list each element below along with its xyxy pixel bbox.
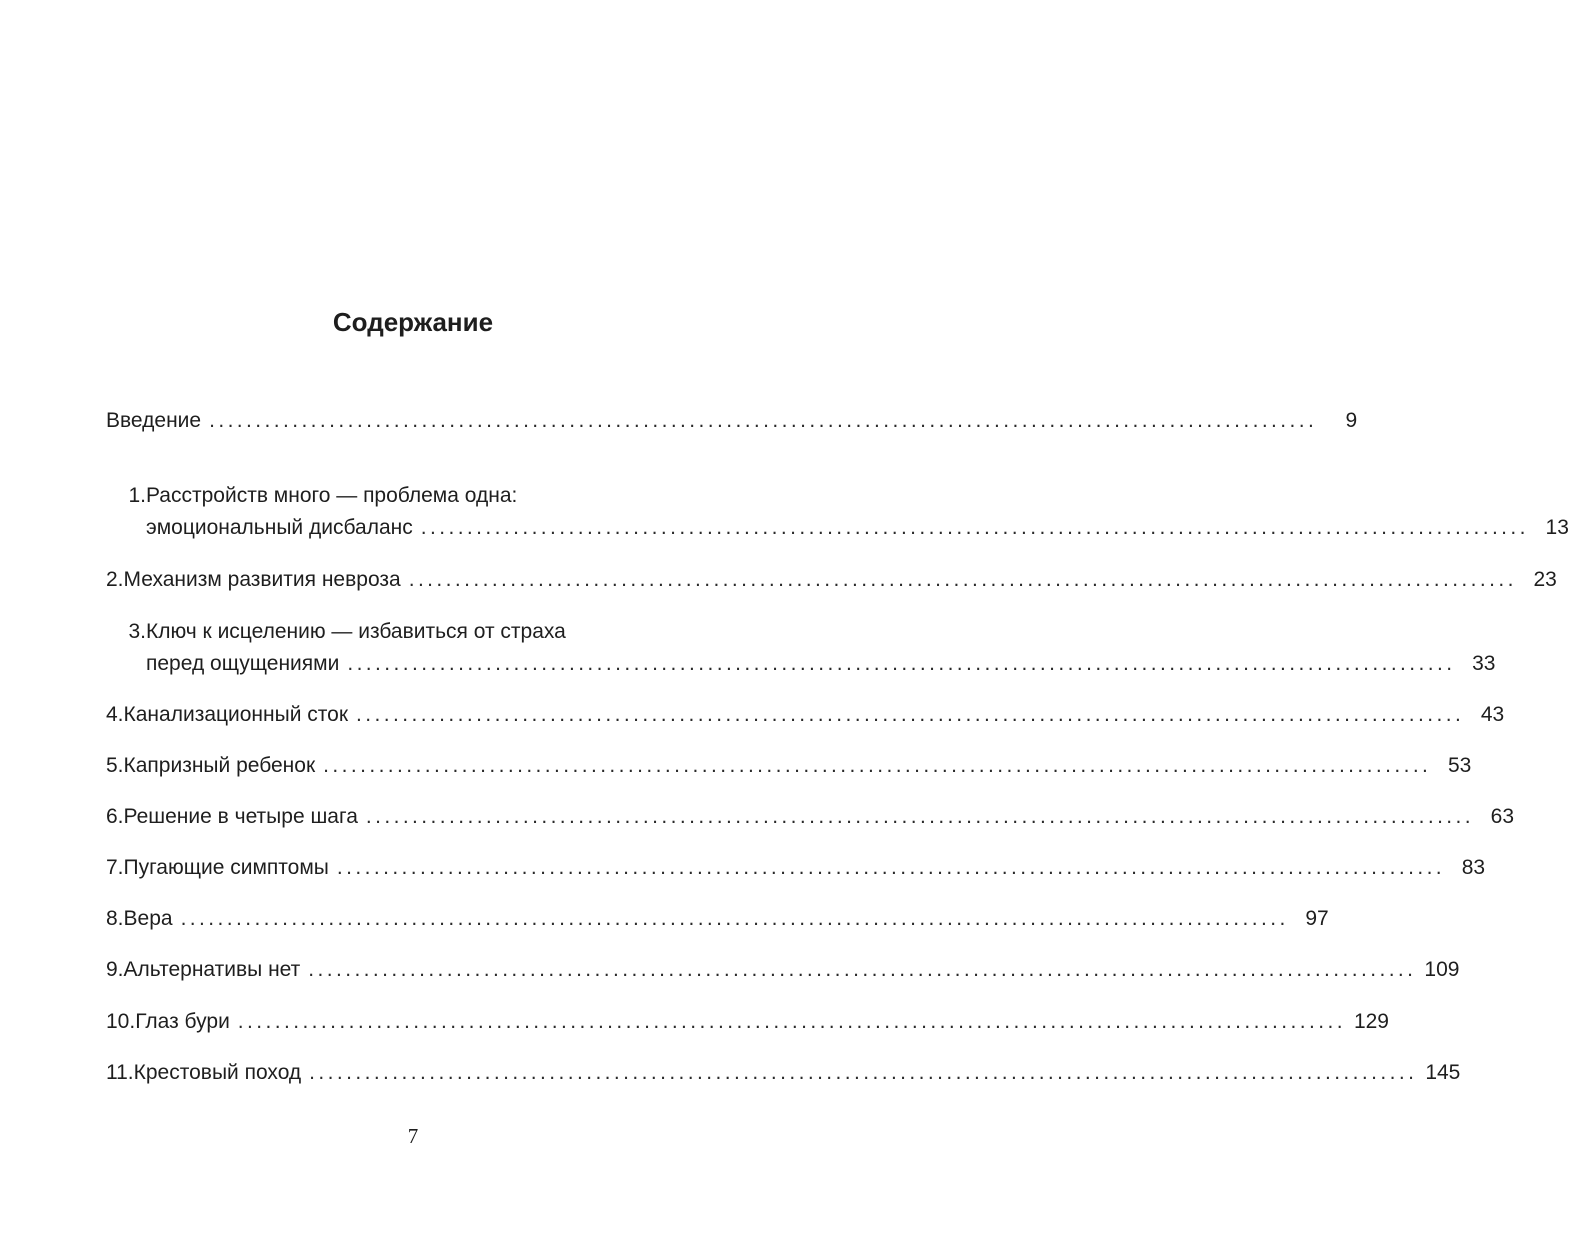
- toc-page-number: 43: [1480, 703, 1505, 726]
- toc-entry-1[interactable]: [106, 480, 1569, 544]
- chapter-number: 8.: [106, 907, 124, 930]
- toc-entry-6[interactable]: [106, 801, 1515, 833]
- toc-entry-title: Альтернативы нет: [123, 958, 301, 981]
- dot-leader: ........................................................................................................................: [308, 958, 1417, 981]
- toc-page-number: 83: [1461, 856, 1486, 879]
- chapter-number: 9.: [106, 958, 124, 981]
- toc-entry-title: Механизм развития невроза: [123, 568, 401, 591]
- toc-entry-3[interactable]: [106, 616, 1496, 680]
- toc-entry-9[interactable]: [106, 954, 1460, 986]
- toc-entry-title: Решение в четыре шага: [123, 805, 358, 828]
- toc-page-number: 109: [1424, 958, 1460, 981]
- toc-entry-7[interactable]: [106, 852, 1486, 884]
- dot-leader: ........................................................................................................................: [408, 568, 1517, 591]
- toc-entry-title: Ключ к исцелению — избавиться от страха: [146, 620, 566, 643]
- toc-page-number: 9: [1345, 409, 1358, 432]
- toc-entry-title: Введение: [106, 409, 202, 432]
- chapter-number: 4.: [106, 703, 124, 726]
- dot-leader: ........................................................................................................................: [309, 1061, 1418, 1084]
- toc-entry-intro[interactable]: [106, 405, 1358, 437]
- dot-leader: ........................................................................................................................: [237, 1010, 1346, 1033]
- toc-page-number: 33: [1472, 652, 1496, 675]
- chapter-number: 3.: [128, 620, 146, 643]
- page-title: Содержание: [332, 307, 494, 337]
- toc-page-number: 129: [1353, 1010, 1389, 1033]
- chapter-number: 10.: [106, 1010, 136, 1033]
- dot-leader: ........................................................................................................................: [209, 409, 1318, 432]
- toc-entry-11[interactable]: [106, 1057, 1461, 1089]
- toc-entry-title: Вера: [123, 907, 173, 930]
- toc-entry-title-cont: эмоциональный дисбаланс: [146, 516, 413, 539]
- toc-page-number: 23: [1533, 568, 1557, 591]
- toc-entry-5[interactable]: [106, 750, 1472, 782]
- toc-entry-8[interactable]: [106, 903, 1329, 935]
- toc-entry-2[interactable]: [106, 564, 1557, 596]
- toc-page-number: 63: [1490, 805, 1515, 828]
- dot-leader: ........................................................................................................................: [365, 805, 1475, 828]
- toc-entry-title: Канализационный сток: [123, 703, 349, 726]
- toc-page-number: 97: [1305, 907, 1329, 930]
- page-number: 7: [407, 1124, 419, 1148]
- chapter-number: 6.: [106, 805, 124, 828]
- chapter-number: 1.: [128, 484, 146, 507]
- toc-entry-title: Крестовый поход: [133, 1061, 302, 1084]
- dot-leader: ........................................................................................................................: [336, 856, 1446, 879]
- toc-entry-title: Пугающие симптомы: [123, 856, 329, 879]
- table-of-contents: [106, 0, 1569, 1240]
- dot-leader: ........................................................................................................................: [347, 652, 1456, 675]
- dot-leader: ........................................................................................................................: [323, 754, 1432, 777]
- toc-page-number: 145: [1425, 1061, 1461, 1084]
- toc-page-number: 53: [1447, 754, 1472, 777]
- chapter-number: 2.: [106, 568, 124, 591]
- dot-leader: ........................................................................................................................: [180, 907, 1289, 930]
- dot-leader: ........................................................................................................................: [420, 516, 1529, 539]
- toc-entry-title: Глаз бури: [135, 1010, 230, 1033]
- chapter-number: 7.: [106, 856, 124, 879]
- toc-entry-title-cont: перед ощущениями: [146, 652, 340, 675]
- toc-page-number: 13: [1545, 516, 1569, 539]
- dot-leader: ........................................................................................................................: [356, 703, 1465, 726]
- chapter-number: 5.: [106, 754, 124, 777]
- toc-entry-10[interactable]: [106, 1006, 1389, 1038]
- toc-entry-title: Расстройств много — проблема одна:: [146, 484, 518, 507]
- toc-entry-4[interactable]: [106, 699, 1505, 731]
- toc-entry-title: Капризный ребенок: [123, 754, 316, 777]
- chapter-number: 11.: [106, 1061, 134, 1084]
